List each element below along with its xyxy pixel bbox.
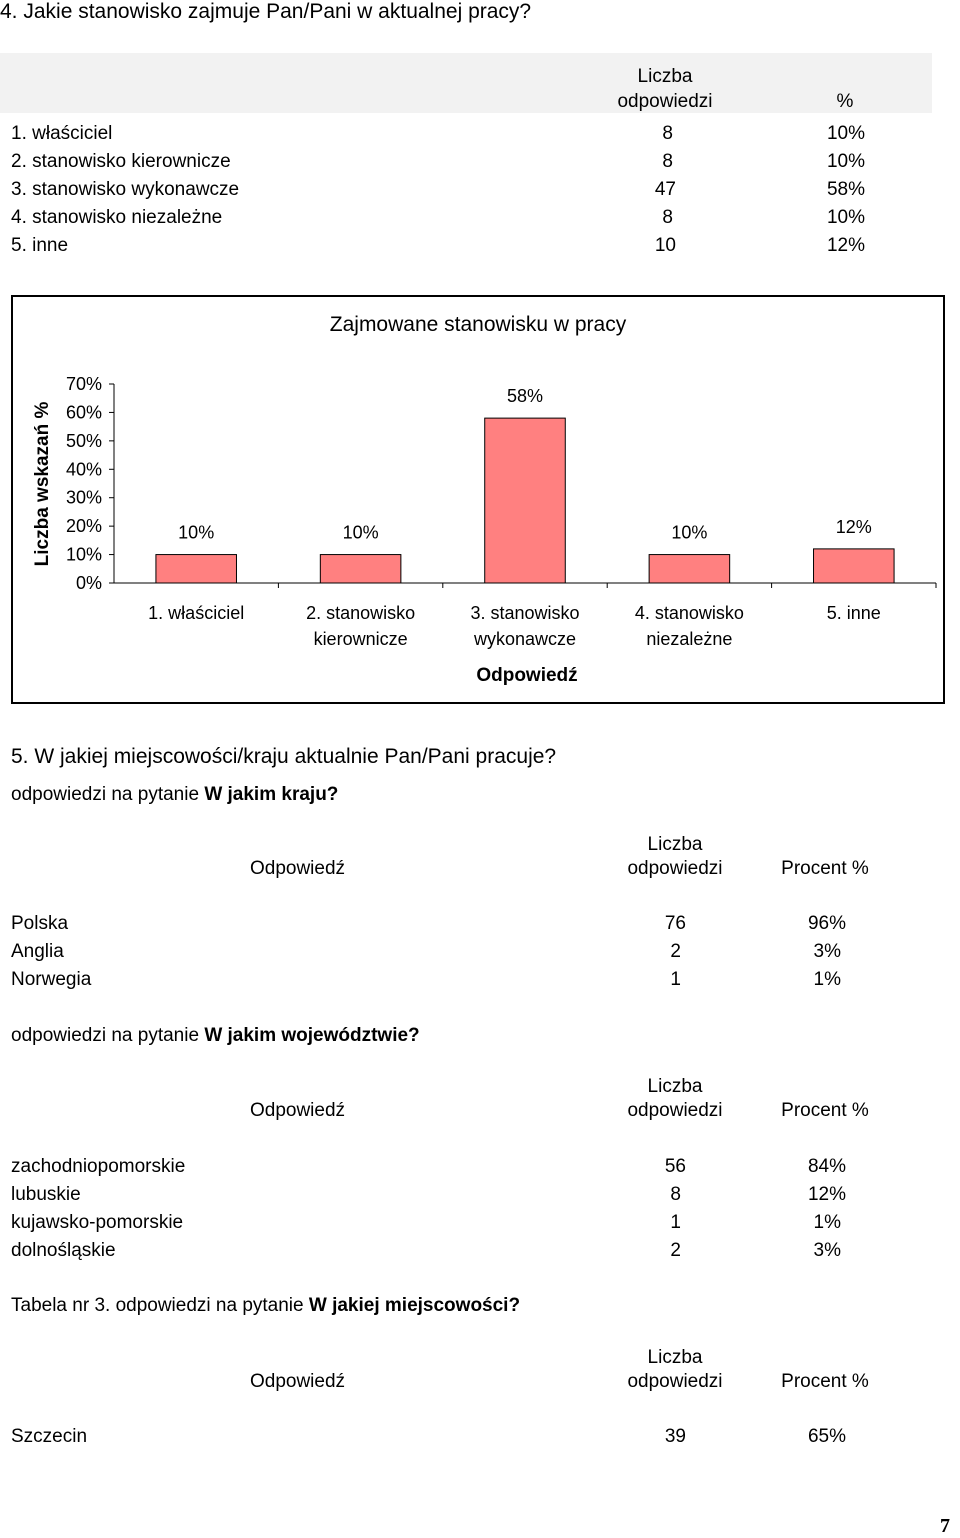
- q4-row-label: 5. inne: [11, 235, 69, 256]
- q4-row-count: 8: [662, 151, 673, 172]
- voivodeship-row-label: dolnośląskie: [11, 1240, 116, 1261]
- city-col-answer: Odpowiedź: [249, 1371, 346, 1392]
- chart-bars: [156, 418, 894, 583]
- y-tick-label: 20%: [65, 516, 102, 537]
- bar-data-label: 10%: [178, 522, 215, 543]
- country-col-answer: Odpowiedź: [249, 858, 346, 879]
- country-col-pct: Procent %: [781, 858, 869, 879]
- category-label: niezależne: [646, 629, 733, 649]
- city-col-pct: Procent %: [781, 1371, 869, 1392]
- voivodeship-row-pct: 12%: [807, 1184, 846, 1205]
- y-tick-label: 60%: [65, 402, 102, 423]
- voivodeship-row-pct: 84%: [807, 1156, 846, 1177]
- country-row-pct: 96%: [807, 913, 846, 934]
- chart-bar: [649, 555, 730, 583]
- caption-prefix: Tabela nr 3. odpowiedzi na pytanie: [11, 1295, 309, 1316]
- country-table-caption: [11, 784, 338, 806]
- city-col-count-line2: odpowiedzi: [627, 1371, 723, 1392]
- chart-bar: [156, 555, 237, 583]
- chart-bar: [320, 555, 401, 583]
- chart-category-labels: [148, 603, 881, 649]
- q4-row-pct: 10%: [826, 151, 865, 172]
- q4-row-pct: 10%: [826, 123, 865, 144]
- city-row-count: 39: [664, 1426, 686, 1447]
- city-col-count-line1: Liczba: [647, 1347, 703, 1368]
- y-tick-label: 40%: [65, 459, 102, 480]
- q4-row-count: 8: [662, 123, 673, 144]
- q4-row-pct: 10%: [826, 207, 865, 228]
- category-label: wykonawcze: [473, 629, 577, 649]
- country-col-count-line1: Liczba: [647, 834, 703, 855]
- bar-data-label: 10%: [342, 522, 379, 543]
- voivodeship-row-label: lubuskie: [11, 1184, 81, 1205]
- caption-question: W jakim województwie?: [204, 1025, 420, 1046]
- voivodeship-col-count-line2: odpowiedzi: [627, 1100, 723, 1121]
- y-tick-label: 70%: [65, 374, 102, 394]
- chart-bar: [485, 418, 566, 583]
- voivodeship-row-pct: 1%: [813, 1212, 841, 1233]
- country-row-label: Anglia: [11, 941, 64, 962]
- city-row-pct: 65%: [807, 1426, 846, 1447]
- chart-y-axis-label: Liczba wskazań %: [32, 401, 53, 567]
- city-row-label: Szczecin: [11, 1426, 88, 1447]
- caption-question: W jakim kraju?: [204, 784, 339, 805]
- q4-row-pct: 58%: [826, 179, 865, 200]
- country-row-pct: 3%: [813, 941, 841, 962]
- voivodeship-row-pct: 3%: [813, 1240, 841, 1261]
- question-4-title: 4. Jakie stanowisko zajmuje Pan/Pani w aktualnej pracy?: [0, 0, 532, 23]
- q4-row-count: 10: [654, 235, 676, 256]
- voivodeship-row-label: kujawsko-pomorskie: [11, 1212, 184, 1233]
- voivodeship-table-caption: [11, 1025, 420, 1047]
- category-label: 4. stanowisko: [634, 603, 744, 623]
- category-label: 2. stanowisko: [306, 603, 416, 623]
- voivodeship-col-count-line1: Liczba: [647, 1076, 703, 1097]
- q4-col-count-header-line1: Liczba: [637, 66, 693, 87]
- bar-data-label: 10%: [671, 522, 708, 543]
- voivodeship-row-count: 56: [664, 1156, 686, 1177]
- country-col-count-line2: odpowiedzi: [627, 858, 723, 879]
- voivodeship-col-pct: Procent %: [781, 1100, 869, 1121]
- y-tick-label: 10%: [65, 544, 102, 565]
- q4-row-pct: 12%: [826, 235, 865, 256]
- q4-row-count: 47: [654, 179, 676, 200]
- bar-data-label: 12%: [835, 516, 872, 537]
- caption-question: W jakiej miejscowości?: [308, 1295, 521, 1316]
- chart-x-axis-label: Odpowiedź: [476, 665, 578, 686]
- page-number: 7: [940, 1515, 950, 1537]
- y-tick-label: 30%: [65, 487, 102, 508]
- y-tick-label: 0%: [75, 573, 102, 593]
- caption-prefix: odpowiedzi na pytanie: [11, 784, 205, 805]
- q4-col-count-header-line2: odpowiedzi: [617, 91, 713, 112]
- voivodeship-row-count: 2: [670, 1240, 681, 1261]
- question-5-title: 5. W jakiej miejscowości/kraju aktualnie Pan/Pani pracuje?: [11, 745, 557, 768]
- q4-row-label: 3. stanowisko wykonawcze: [11, 179, 240, 200]
- q4-col-pct-header: %: [836, 91, 854, 112]
- city-table-caption: [11, 1295, 520, 1317]
- voivodeship-row-count: 8: [670, 1184, 681, 1205]
- bar-chart: [0, 0, 960, 720]
- voivodeship-col-answer: Odpowiedź: [249, 1100, 346, 1121]
- country-row-label: Norwegia: [11, 969, 92, 990]
- country-row-label: Polska: [11, 913, 69, 934]
- country-row-count: 1: [670, 969, 681, 990]
- category-label: kierownicze: [313, 629, 408, 649]
- y-tick-label: 50%: [65, 430, 102, 451]
- bar-data-label: 58%: [506, 386, 544, 407]
- q4-row-label: 1. właściciel: [11, 123, 113, 144]
- q4-row-label: 2. stanowisko kierownicze: [11, 151, 231, 172]
- voivodeship-row-count: 1: [670, 1212, 681, 1233]
- chart-bar: [814, 549, 895, 583]
- category-label: 3. stanowisko: [470, 603, 580, 623]
- caption-prefix: odpowiedzi na pytanie: [11, 1025, 205, 1046]
- q4-row-count: 8: [662, 207, 673, 228]
- country-row-count: 76: [664, 913, 686, 934]
- q4-row-label: 4. stanowisko niezależne: [11, 207, 223, 228]
- category-label: 1. właściciel: [148, 603, 245, 623]
- chart-title: Zajmowane stanowisku w pracy: [329, 313, 627, 336]
- voivodeship-row-label: zachodniopomorskie: [11, 1156, 186, 1177]
- country-row-pct: 1%: [813, 969, 841, 990]
- country-row-count: 2: [670, 941, 681, 962]
- category-label: 5. inne: [826, 603, 881, 623]
